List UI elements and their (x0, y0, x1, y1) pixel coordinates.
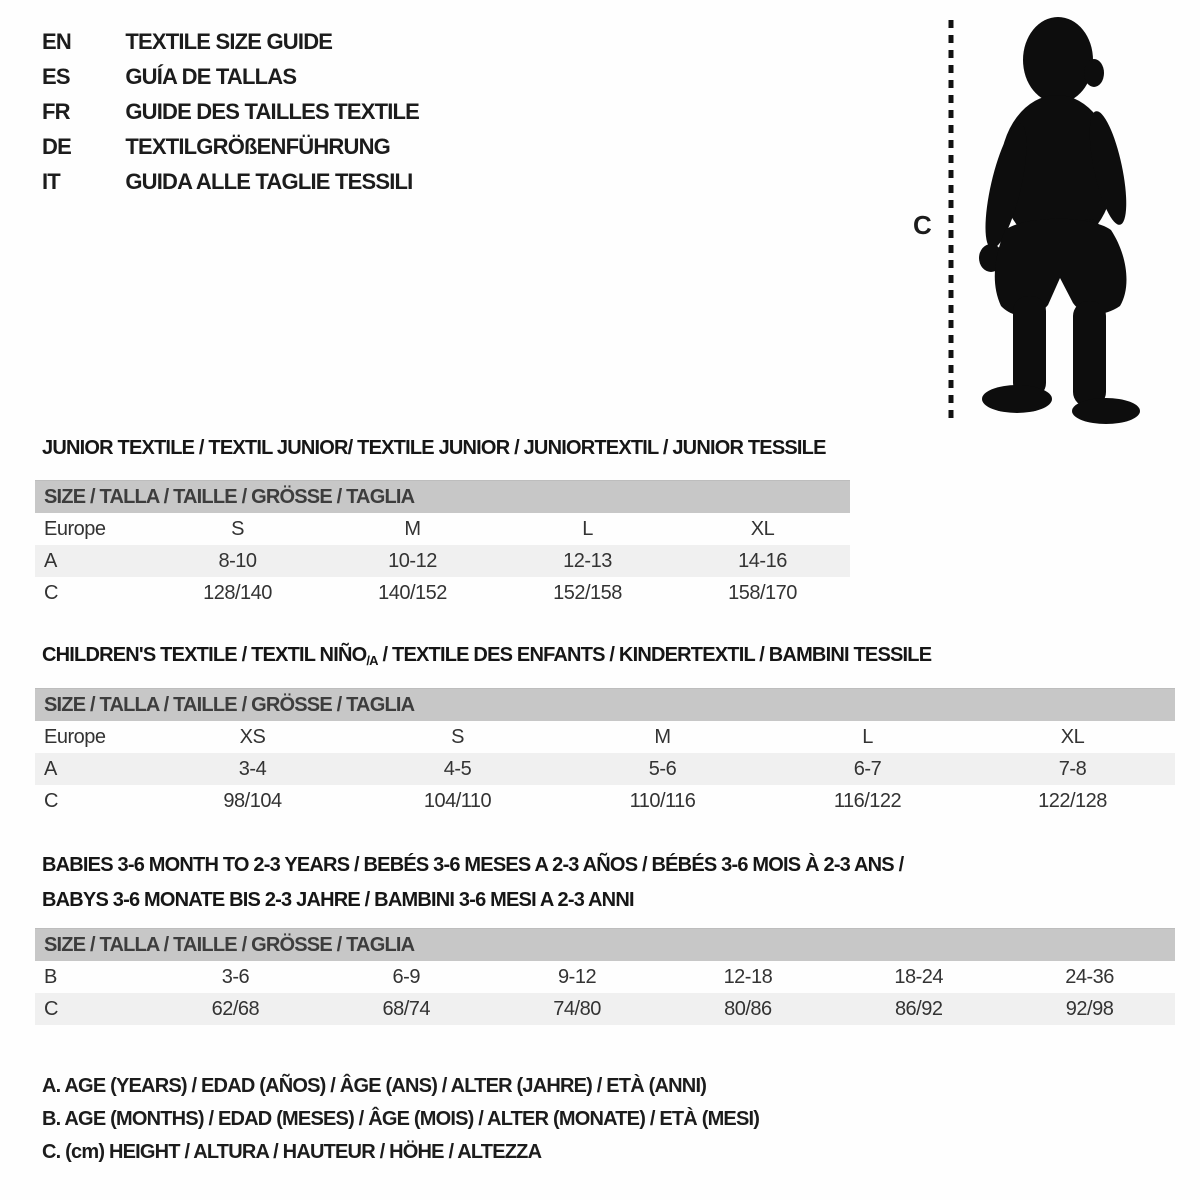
language-row-de (42, 129, 419, 164)
size-header-bar: SIZE / TALLA / TAILLE / GRÖSSE / TAGLIA (35, 928, 1175, 961)
row-label: A (44, 549, 57, 572)
table-cell: L (582, 517, 593, 540)
legend-line-c: C. (cm) HEIGHT / ALTURA / HAUTEUR / HÖHE / ALTEZZA (42, 1141, 542, 1163)
language-row-es (42, 59, 419, 94)
language-list (42, 24, 419, 199)
legend-line-a: A. AGE (YEARS) / EDAD (AÑOS) / ÂGE (ANS) / ALTER (JAHRE) / ETÀ (ANNI) (42, 1075, 707, 1097)
table-cell: 140/152 (378, 581, 447, 604)
table-cell: 14-16 (738, 549, 787, 572)
row-label: C (44, 997, 58, 1020)
table-cell: XS (239, 725, 266, 748)
language-label: GUIDA ALLE TAGLIE TESSILI (125, 169, 413, 194)
table-cell: 6-7 (853, 757, 882, 780)
section-title-junior: JUNIOR TEXTILE / TEXTIL JUNIOR/ TEXTILE JUNIOR / JUNIORTEXTIL / JUNIOR TESSILE (42, 437, 826, 459)
table-cell: 10-12 (388, 549, 437, 572)
table-cell: 128/140 (203, 581, 272, 604)
table-row-age (35, 753, 1175, 785)
title-part: CHILDREN'S TEXTILE / TEXTIL NIÑO (42, 644, 367, 666)
size-table-junior (35, 480, 850, 609)
table-cell: 7-8 (1058, 757, 1087, 780)
table-cell: 6-9 (392, 965, 420, 988)
row-label: Europe (44, 517, 106, 540)
toddler-silhouette-image (905, 8, 1155, 426)
table-cell: 122/128 (1038, 789, 1107, 812)
table-cell: 5-6 (648, 757, 677, 780)
row-label: C (44, 581, 58, 604)
language-label: GUÍA DE TALLAS (125, 64, 297, 89)
table-cell: 24-36 (1065, 965, 1114, 988)
table-cell: 62/68 (211, 997, 260, 1020)
table-cell: 116/122 (833, 789, 902, 812)
language-row-it (42, 164, 419, 199)
toddler-silhouette (977, 17, 1140, 424)
table-cell: 110/116 (629, 789, 696, 812)
table-cell: 98/104 (223, 789, 282, 812)
table-cell: 74/80 (553, 997, 601, 1020)
title-part: / TEXTILE DES ENFANTS / KINDERTEXTIL / BAMBINI TESSILE (377, 644, 932, 666)
title-subscript: /A (366, 653, 378, 668)
babies-title-line2: BABYS 3-6 MONATE BIS 2-3 JAHRE / BAMBINI 3-6 MESI A 2-3 ANNI (42, 889, 634, 911)
table-row-europe (35, 721, 1175, 753)
language-label: TEXTILE SIZE GUIDE (125, 29, 333, 54)
size-table-children (35, 688, 1175, 817)
table-cell: 80/86 (724, 997, 772, 1020)
language-code: DE (42, 134, 71, 159)
table-cell: 86/92 (894, 997, 943, 1020)
size-table-babies (35, 928, 1175, 1025)
size-header-bar: SIZE / TALLA / TAILLE / GRÖSSE / TAGLIA (35, 480, 850, 513)
table-cell: S (231, 517, 244, 540)
table-cell: 8-10 (218, 549, 257, 572)
table-cell: 152/158 (553, 581, 622, 604)
table-cell: 104/110 (423, 789, 492, 812)
table-cell: 12-13 (563, 549, 612, 572)
language-row-fr (42, 94, 419, 129)
row-label: Europe (44, 725, 106, 748)
row-label: B (44, 965, 57, 988)
language-code: ES (42, 64, 70, 89)
table-row-age (35, 545, 850, 577)
table-row-height (35, 993, 1175, 1025)
section-title-babies (42, 848, 903, 918)
language-code: EN (42, 29, 71, 54)
row-label: C (44, 789, 58, 812)
table-row-europe (35, 513, 850, 545)
table-row-height (35, 785, 1175, 817)
section-title-children (42, 643, 931, 673)
table-cell: 4-5 (443, 757, 472, 780)
table-cell: 3-6 (221, 965, 250, 988)
measure-c-label: C (913, 210, 932, 240)
row-label: A (44, 757, 57, 780)
table-cell: S (451, 725, 464, 748)
table-cell: 18-24 (894, 965, 944, 988)
table-cell: 12-18 (723, 965, 773, 988)
table-cell: 9-12 (558, 965, 597, 988)
language-row-en (42, 24, 419, 59)
table-cell: XL (750, 517, 775, 540)
table-cell: XL (1060, 725, 1085, 748)
height-measure-figure (905, 8, 1155, 426)
table-row-height (35, 577, 850, 609)
table-cell: M (654, 725, 671, 748)
language-label: TEXTILGRÖßENFÜHRUNG (125, 134, 390, 159)
size-header-bar: SIZE / TALLA / TAILLE / GRÖSSE / TAGLIA (35, 688, 1175, 721)
table-cell: 68/74 (382, 997, 431, 1020)
table-cell: 92/98 (1065, 997, 1114, 1020)
legend (42, 1070, 759, 1169)
language-code: FR (42, 99, 70, 124)
table-row-months (35, 961, 1175, 993)
table-cell: 158/170 (728, 581, 797, 604)
table-cell: M (404, 517, 421, 540)
language-label: GUIDE DES TAILLES TEXTILE (125, 99, 420, 124)
table-cell: L (862, 725, 873, 748)
babies-title-line1: BABIES 3-6 MONTH TO 2-3 YEARS / BEBÉS 3-6 MESES A 2-3 AÑOS / BÉBÉS 3-6 MOIS À 2-3 ANS / (42, 854, 904, 876)
language-code: IT (42, 169, 60, 194)
table-cell: 3-4 (238, 757, 267, 780)
legend-line-b: B. AGE (MONTHS) / EDAD (MESES) / ÂGE (MOIS) / ALTER (MONATE) / ETÀ (MESI) (42, 1108, 760, 1130)
